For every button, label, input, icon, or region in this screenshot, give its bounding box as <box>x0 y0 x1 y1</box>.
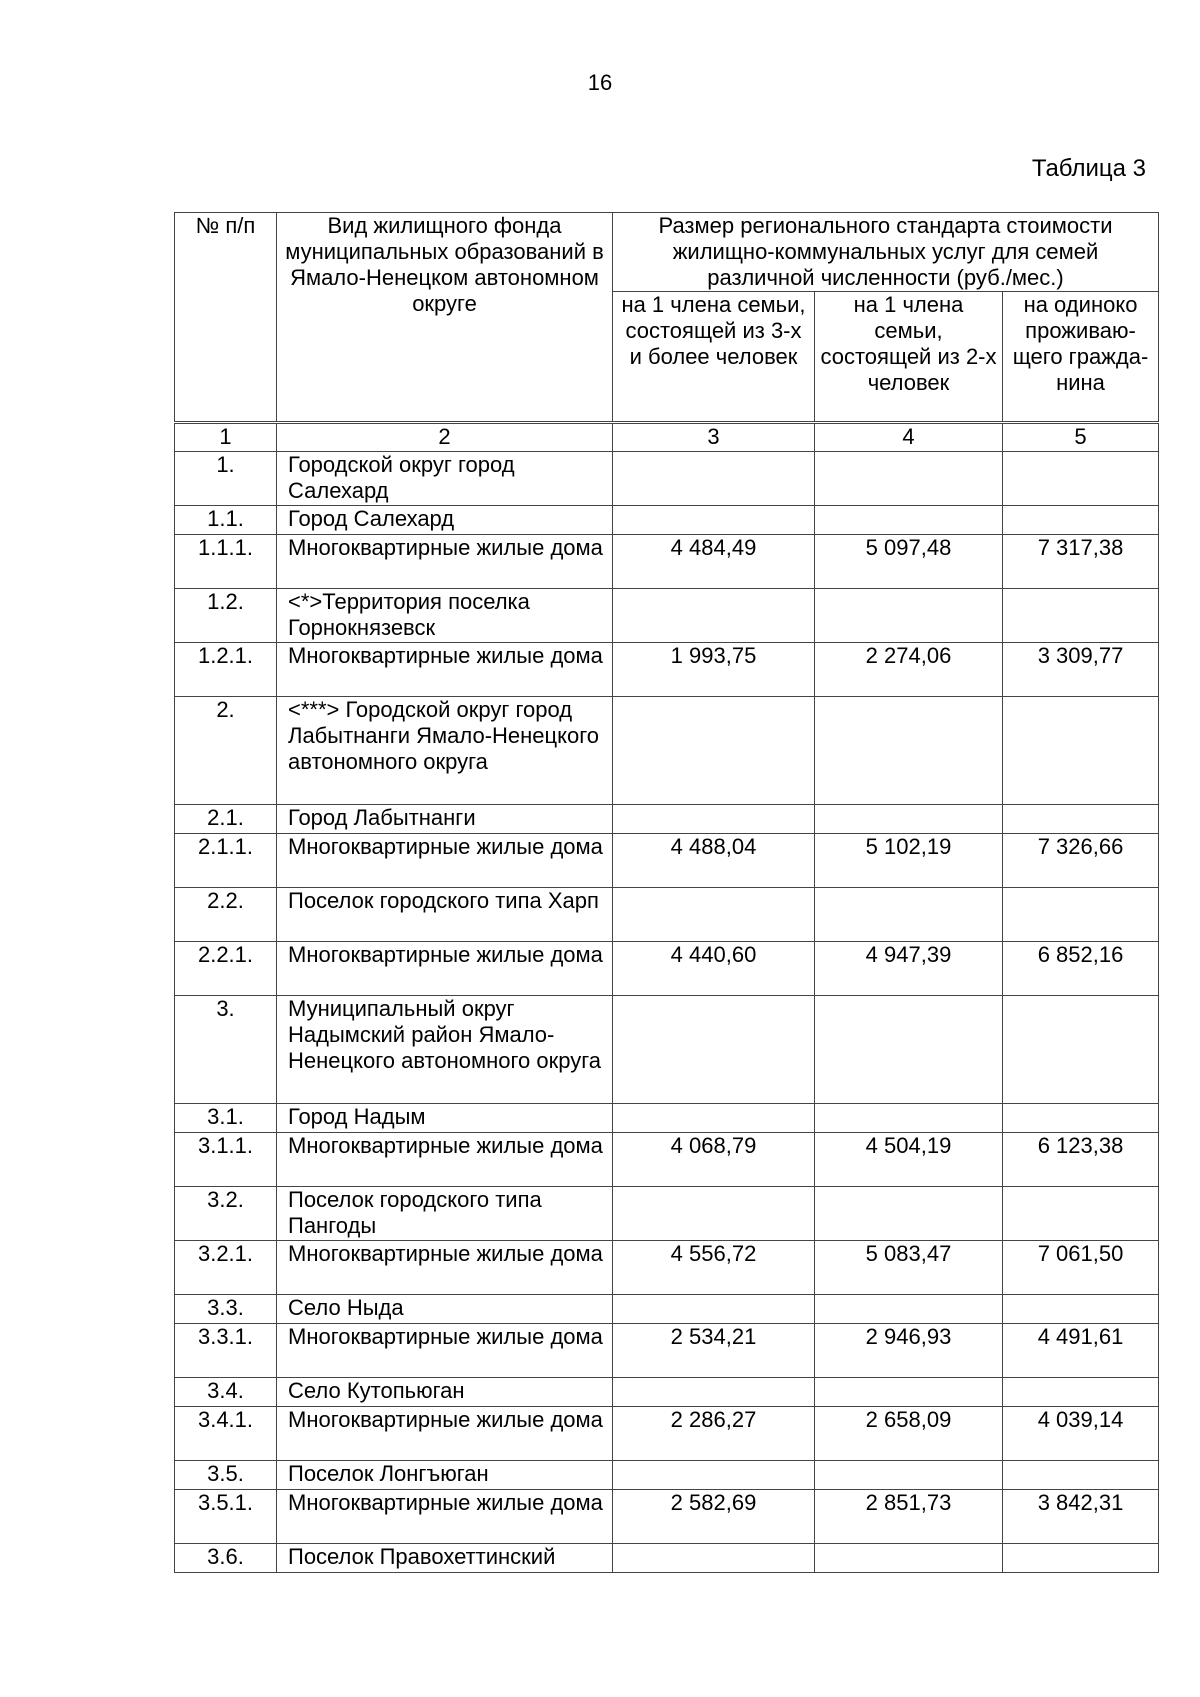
value-family-2: 5 097,48 <box>815 535 1003 589</box>
value-family-3plus: 4 440,60 <box>613 942 815 996</box>
value-family-2: 4 947,39 <box>815 942 1003 996</box>
value-family-3plus <box>613 1461 815 1490</box>
table-row <box>175 1241 1159 1295</box>
value-single-person <box>1003 996 1159 1104</box>
table-row <box>175 697 1159 805</box>
table-row <box>175 589 1159 643</box>
value-family-2 <box>815 1104 1003 1133</box>
value-family-2: 2 658,09 <box>815 1407 1003 1461</box>
table-row <box>175 1490 1159 1544</box>
column-number: 2 <box>277 423 613 452</box>
page-number: 16 <box>587 70 613 95</box>
value-family-3plus <box>613 996 815 1104</box>
value-family-2 <box>815 805 1003 834</box>
value-family-2 <box>815 506 1003 535</box>
row-number: 1. <box>175 452 277 506</box>
standard-cost-table <box>174 212 1159 1573</box>
value-single-person: 7 317,38 <box>1003 535 1159 589</box>
value-single-person: 7 061,50 <box>1003 1241 1159 1295</box>
row-number: 3.3.1. <box>175 1324 277 1378</box>
value-family-3plus <box>613 589 815 643</box>
header-housing-type: Вид жилищного фонда муниципальных образований в Ямало-Ненецком автономном округе <box>277 213 613 423</box>
row-number: 3. <box>175 996 277 1104</box>
housing-type-name: Город Салехард <box>277 506 613 535</box>
value-family-2: 2 946,93 <box>815 1324 1003 1378</box>
housing-type-name: Многоквартирные жилые дома <box>277 1490 613 1544</box>
value-single-person: 6 123,38 <box>1003 1133 1159 1187</box>
table-row <box>175 1104 1159 1133</box>
value-family-3plus <box>613 1187 815 1241</box>
value-family-3plus <box>613 1104 815 1133</box>
value-family-3plus: 4 488,04 <box>613 834 815 888</box>
housing-type-name: Поселок городского типа Харп <box>277 888 613 942</box>
value-single-person <box>1003 697 1159 805</box>
value-single-person <box>1003 452 1159 506</box>
value-family-2 <box>815 1378 1003 1407</box>
row-number: 2.2. <box>175 888 277 942</box>
column-number: 1 <box>175 423 277 452</box>
housing-type-name: Село Ныда <box>277 1295 613 1324</box>
value-family-3plus <box>613 1378 815 1407</box>
value-family-2: 4 504,19 <box>815 1133 1003 1187</box>
value-family-3plus <box>613 888 815 942</box>
value-family-2 <box>815 589 1003 643</box>
housing-type-name: <*>Территория поселка Горнокнязевск <box>277 589 613 643</box>
value-family-2 <box>815 1544 1003 1573</box>
table-row <box>175 1187 1159 1241</box>
value-family-2: 2 274,06 <box>815 643 1003 697</box>
row-number: 3.5.1. <box>175 1490 277 1544</box>
value-family-3plus <box>613 506 815 535</box>
table-row <box>175 1324 1159 1378</box>
value-single-person: 4 039,14 <box>1003 1407 1159 1461</box>
table-row <box>175 506 1159 535</box>
housing-type-name: Поселок городского типа Пангоды <box>277 1187 613 1241</box>
value-family-2 <box>815 1461 1003 1490</box>
value-family-3plus: 4 556,72 <box>613 1241 815 1295</box>
table-row <box>175 1133 1159 1187</box>
value-family-3plus <box>613 1295 815 1324</box>
housing-type-name: Муниципальный округ Надымский район Ямало-Ненецкого автономного округа <box>277 996 613 1104</box>
value-family-2 <box>815 452 1003 506</box>
value-family-2: 2 851,73 <box>815 1490 1003 1544</box>
header-row-1 <box>175 213 1159 292</box>
value-family-2 <box>815 888 1003 942</box>
table-row <box>175 1544 1159 1573</box>
row-number: 3.4. <box>175 1378 277 1407</box>
column-number: 3 <box>613 423 815 452</box>
value-single-person <box>1003 589 1159 643</box>
value-family-3plus: 4 484,49 <box>613 535 815 589</box>
table-row <box>175 1295 1159 1324</box>
column-numbers-row <box>175 423 1159 452</box>
table-row <box>175 1461 1159 1490</box>
column-number: 5 <box>1003 423 1159 452</box>
table-caption: Таблица 3 <box>1031 155 1146 182</box>
row-number: 2.1.1. <box>175 834 277 888</box>
value-family-2 <box>815 996 1003 1104</box>
housing-type-name: Многоквартирные жилые дома <box>277 1241 613 1295</box>
header-family-2: на 1 члена семьи, состоящей из 2-х человек <box>815 292 1003 423</box>
value-family-3plus <box>613 805 815 834</box>
value-single-person: 3 842,31 <box>1003 1490 1159 1544</box>
housing-type-name: Поселок Лонгъюган <box>277 1461 613 1490</box>
value-single-person: 3 309,77 <box>1003 643 1159 697</box>
housing-type-name: Многоквартирные жилые дома <box>277 1324 613 1378</box>
table-row <box>175 942 1159 996</box>
housing-type-name: Многоквартирные жилые дома <box>277 1407 613 1461</box>
value-family-3plus: 1 993,75 <box>613 643 815 697</box>
table-row <box>175 805 1159 834</box>
row-number: 3.2.1. <box>175 1241 277 1295</box>
housing-type-name: Город Надым <box>277 1104 613 1133</box>
housing-type-name: Село Кутопьюган <box>277 1378 613 1407</box>
row-number: 3.1. <box>175 1104 277 1133</box>
header-number: № п/п <box>175 213 277 423</box>
value-single-person: 6 852,16 <box>1003 942 1159 996</box>
value-single-person <box>1003 1461 1159 1490</box>
row-number: 1.1.1. <box>175 535 277 589</box>
row-number: 2.2.1. <box>175 942 277 996</box>
value-single-person <box>1003 805 1159 834</box>
table-row <box>175 1407 1159 1461</box>
value-single-person <box>1003 1378 1159 1407</box>
value-family-2 <box>815 1295 1003 1324</box>
row-number: 3.1.1. <box>175 1133 277 1187</box>
row-number: 1.2. <box>175 589 277 643</box>
value-family-3plus: 2 286,27 <box>613 1407 815 1461</box>
header-single-person: на одиноко проживаю-щего гражда-нина <box>1003 292 1159 423</box>
row-number: 3.3. <box>175 1295 277 1324</box>
row-number: 1.1. <box>175 506 277 535</box>
value-single-person <box>1003 1295 1159 1324</box>
row-number: 2. <box>175 697 277 805</box>
housing-type-name: Многоквартирные жилые дома <box>277 643 613 697</box>
housing-type-name: Многоквартирные жилые дома <box>277 535 613 589</box>
value-family-2: 5 083,47 <box>815 1241 1003 1295</box>
value-single-person <box>1003 1104 1159 1133</box>
table-row <box>175 452 1159 506</box>
table-row <box>175 834 1159 888</box>
value-family-2 <box>815 1187 1003 1241</box>
value-family-3plus <box>613 452 815 506</box>
value-single-person: 4 491,61 <box>1003 1324 1159 1378</box>
row-number: 3.4.1. <box>175 1407 277 1461</box>
table-row <box>175 996 1159 1104</box>
table-row <box>175 643 1159 697</box>
value-single-person <box>1003 1544 1159 1573</box>
table-row <box>175 1378 1159 1407</box>
value-single-person <box>1003 888 1159 942</box>
housing-type-name: Многоквартирные жилые дома <box>277 942 613 996</box>
value-family-3plus: 4 068,79 <box>613 1133 815 1187</box>
value-family-3plus: 2 582,69 <box>613 1490 815 1544</box>
value-family-3plus: 2 534,21 <box>613 1324 815 1378</box>
row-number: 3.2. <box>175 1187 277 1241</box>
housing-type-name: Город Лабытнанги <box>277 805 613 834</box>
value-family-3plus <box>613 1544 815 1573</box>
value-single-person <box>1003 506 1159 535</box>
header-group-cost: Размер регионального стандарта стоимости жилищно-коммунальных услуг для семей различной численности (руб./мес.) <box>613 213 1159 292</box>
header-family-3plus: на 1 члена семьи, состоящей из 3-х и более человек <box>613 292 815 423</box>
table-row <box>175 535 1159 589</box>
housing-type-name: <***> Городской округ город Лабытнанги Ямало-Ненецкого автономного округа <box>277 697 613 805</box>
row-number: 3.6. <box>175 1544 277 1573</box>
row-number: 3.5. <box>175 1461 277 1490</box>
housing-type-name: Многоквартирные жилые дома <box>277 834 613 888</box>
value-family-2 <box>815 697 1003 805</box>
table-row <box>175 888 1159 942</box>
column-number: 4 <box>815 423 1003 452</box>
value-family-2: 5 102,19 <box>815 834 1003 888</box>
value-family-3plus <box>613 697 815 805</box>
housing-type-name: Городской округ город Салехард <box>277 452 613 506</box>
value-single-person: 7 326,66 <box>1003 834 1159 888</box>
housing-type-name: Поселок Правохеттинский <box>277 1544 613 1573</box>
housing-type-name: Многоквартирные жилые дома <box>277 1133 613 1187</box>
row-number: 1.2.1. <box>175 643 277 697</box>
row-number: 2.1. <box>175 805 277 834</box>
value-single-person <box>1003 1187 1159 1241</box>
